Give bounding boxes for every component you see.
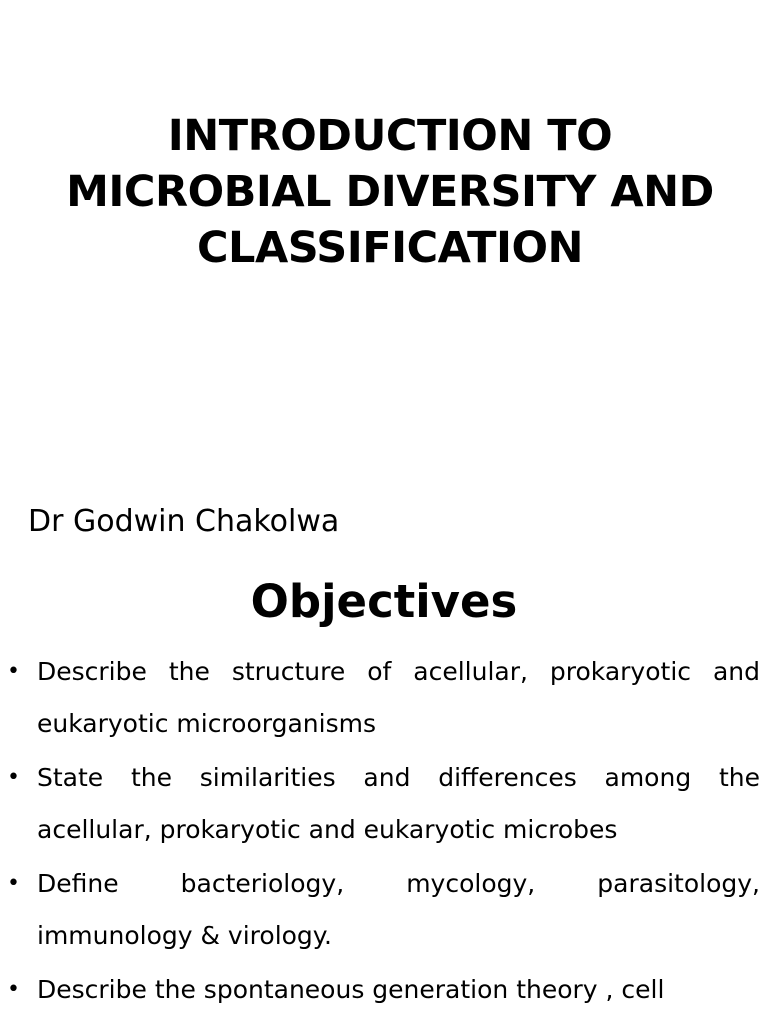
list-item bbox=[0, 964, 768, 1016]
objective-text: State the similarities and differences among the acellular, prokaryotic and eukaryotic microbes bbox=[37, 763, 760, 844]
bullet-icon: • bbox=[7, 659, 20, 684]
author-name: Dr Godwin Chakolwa bbox=[28, 504, 340, 539]
title-line: CLASSIFICATION bbox=[197, 223, 583, 273]
objective-text: Describe the spontaneous generation theory , cell bbox=[37, 975, 665, 1004]
slide-title bbox=[20, 108, 760, 276]
objectives-heading: Objectives bbox=[250, 575, 518, 628]
objective-text: Describe the structure of acellular, prokaryotic and eukaryotic microorganisms bbox=[37, 657, 760, 738]
bullet-icon: • bbox=[7, 871, 20, 896]
list-item bbox=[0, 646, 768, 750]
title-line: INTRODUCTION TO bbox=[167, 111, 613, 161]
bullet-icon: • bbox=[7, 977, 20, 1002]
objective-text: Define bacteriology, mycology, parasitology, immunology & virology. bbox=[37, 869, 760, 950]
objectives-list bbox=[0, 646, 768, 1018]
title-line: MICROBIAL DIVERSITY AND bbox=[66, 167, 714, 217]
list-item bbox=[0, 858, 768, 962]
bullet-icon: • bbox=[7, 765, 20, 790]
list-item bbox=[0, 752, 768, 856]
